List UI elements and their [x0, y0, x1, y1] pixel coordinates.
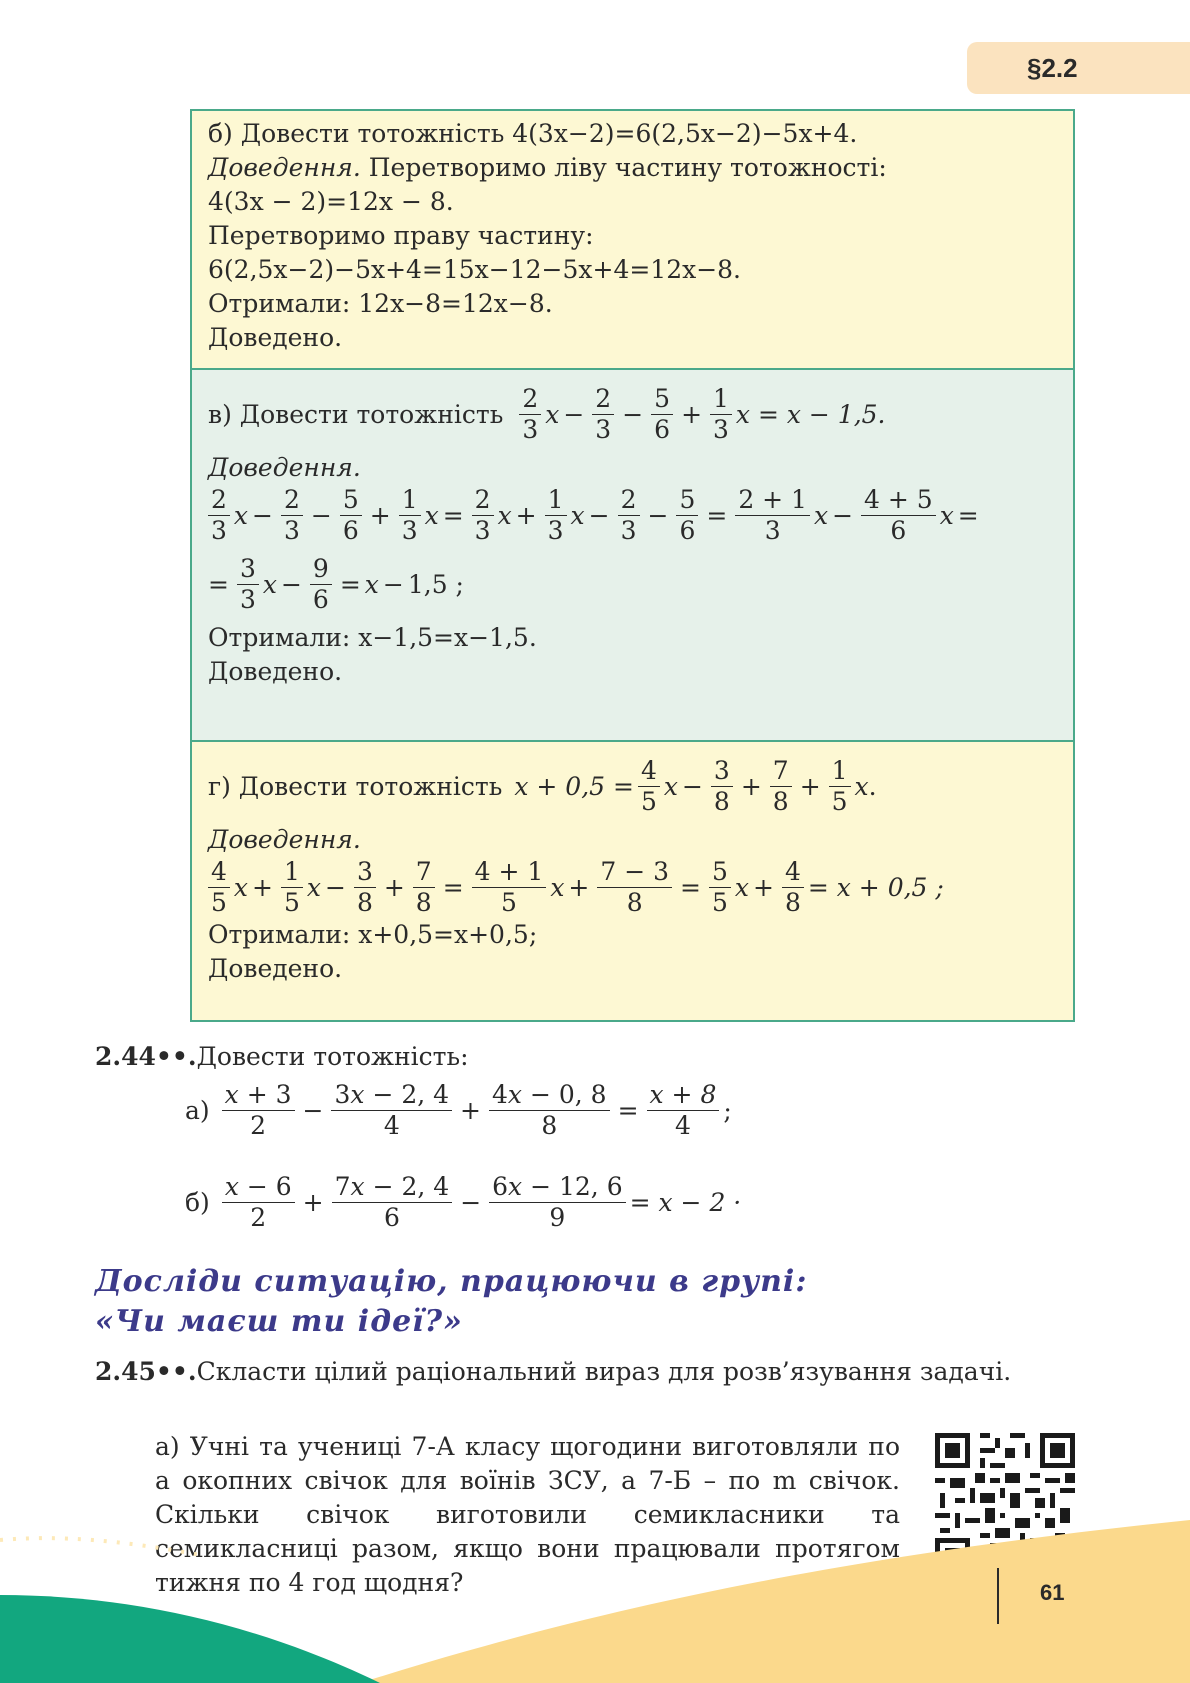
- box-b-line4: 6(2,5x−2)−5x+4=15x−12−5x+4=12x−8.: [208, 255, 742, 284]
- footer-divider: [997, 1568, 999, 1624]
- box-b-title: б) Довести тотожність 4(3x−2)=6(2,5x−2)−5x+4.: [208, 119, 858, 148]
- problem-44-b: б) $\frac{x - 6}{2}$ + $\frac{7x - 2, 4}{6}$ − $\frac{6x - 12, 6}{9}$ = x − 2 ·: [185, 1172, 742, 1232]
- problem-44-heading: [95, 1040, 469, 1074]
- section-label: §2.2: [1027, 53, 1078, 83]
- box-c-equation-1: $\frac{2}{3}$ x − $\frac{2}{3}$ − $\frac{5}{6}$ + $\frac{1}{3}$ x = $\frac{2}{3}$ x + $\frac{1}{3}$ x − $\frac{2}{3}$ − $\frac{5}{6}$ = $\frac{2 + 1}{3}$ x − $\frac{4 + 5}{6}$ x =: [208, 485, 1057, 546]
- box-c-proof-label: Доведення.: [208, 453, 361, 482]
- problem-44-b-label: б): [185, 1188, 210, 1217]
- footer-decoration: [0, 1500, 1190, 1683]
- problem-45-a: а) Учні та учениці 7-А класу щогодини виготовляли по a окопних свічок для воїнів ЗСУ, а 7-Б – по m свічок. Скільки свічок виготовили семикласники та семикласниці разом, якщо вони працювали протягом тижня по 4 год щодня?: [155, 1432, 900, 1597]
- example-box-d: [190, 740, 1075, 1022]
- problem-45: [95, 1355, 1080, 1389]
- box-c-title-prefix: в) Довести тотожність: [208, 399, 504, 429]
- box-c-title-tail: x = x − 1,5.: [735, 399, 886, 429]
- problem-44-a-rhs-den: 4: [674, 1111, 691, 1140]
- box-d-title-prefix: г) Довести тотожність: [208, 771, 503, 801]
- box-c-title: в) Довести тотожність $\frac{2}{3}$ x − $\frac{2}{3}$ − $\frac{5}{6}$ + $\frac{1}{3}$ x = x − 1,5.: [208, 384, 886, 444]
- box-b-proof-label: Доведення.: [208, 153, 361, 182]
- box-b-done: Доведено.: [208, 323, 343, 352]
- problem-45-text: Скласти цілий раціональний вираз для розв’язування задачі.: [196, 1357, 1012, 1386]
- example-box-c: [190, 368, 1075, 742]
- section-tab: [967, 42, 1190, 94]
- box-d-done: Доведено.: [208, 954, 343, 983]
- box-d-result: Отримали: x+0,5=x+0,5;: [208, 920, 538, 949]
- box-c-result: Отримали: x−1,5=x−1,5.: [208, 623, 537, 652]
- problem-44-a-label: а): [185, 1096, 210, 1125]
- problem-44-number: 2.44••.: [95, 1042, 197, 1071]
- box-d-title: г) Довести тотожність x + 0,5 = $\frac{4}{5}$ x − $\frac{3}{8}$ + $\frac{7}{8}$ + $\frac{1}{5}$ x .: [208, 756, 877, 816]
- box-d-title-lhs: x + 0,5 =: [514, 771, 634, 801]
- box-d-proof-label: Доведення.: [208, 825, 361, 854]
- box-d-tail: = x + 0,5 ;: [807, 872, 944, 902]
- problem-44-b-tail: = x − 2 ·: [629, 1188, 742, 1217]
- box-c-done: Доведено.: [208, 657, 343, 686]
- group-title-line-1: Досліди ситуацію, працюючи в групі:: [95, 1264, 808, 1299]
- box-c-equation-2: = $\frac{3}{3}$ x − $\frac{9}{6}$ = x − 1,5 ;: [208, 554, 464, 614]
- box-b-line2: 4(3x − 2)=12x − 8.: [208, 187, 454, 216]
- problem-44-a: а) $\frac{x + 3}{2}$ − $\frac{3x - 2, 4}{4}$ + $\frac{4x - 0, 8}{8}$ = $\frac{x + 8}{4}$ ;: [185, 1080, 732, 1140]
- problem-45-number: 2.45••.: [95, 1357, 197, 1386]
- group-title-line-2: «Чи маєш ти ідеї?»: [95, 1304, 463, 1339]
- example-box-b: [190, 109, 1075, 370]
- page-number: 61: [1040, 1580, 1065, 1605]
- box-b-line5: Отримали: 12x−8=12x−8.: [208, 289, 553, 318]
- box-b-proof-intro: Перетворимо ліву частину тотожності:: [360, 153, 887, 182]
- problem-44-text: Довести тотожність:: [196, 1042, 469, 1071]
- box-b-line3: Перетворимо праву частину:: [208, 221, 594, 250]
- problem-44-a-rhs: x + 8: [647, 1080, 720, 1111]
- box-d-equation: $\frac{4}{5}$ x + $\frac{1}{5}$ x − $\frac{3}{8}$ + $\frac{7}{8}$ = $\frac{4 + 1}{5}$ x + $\frac{7 - 3}{8}$ = $\frac{5}{5}$ x + $\frac{4}{8}$ = x + 0,5 ;: [208, 857, 1057, 918]
- group-activity-title: [95, 1262, 807, 1342]
